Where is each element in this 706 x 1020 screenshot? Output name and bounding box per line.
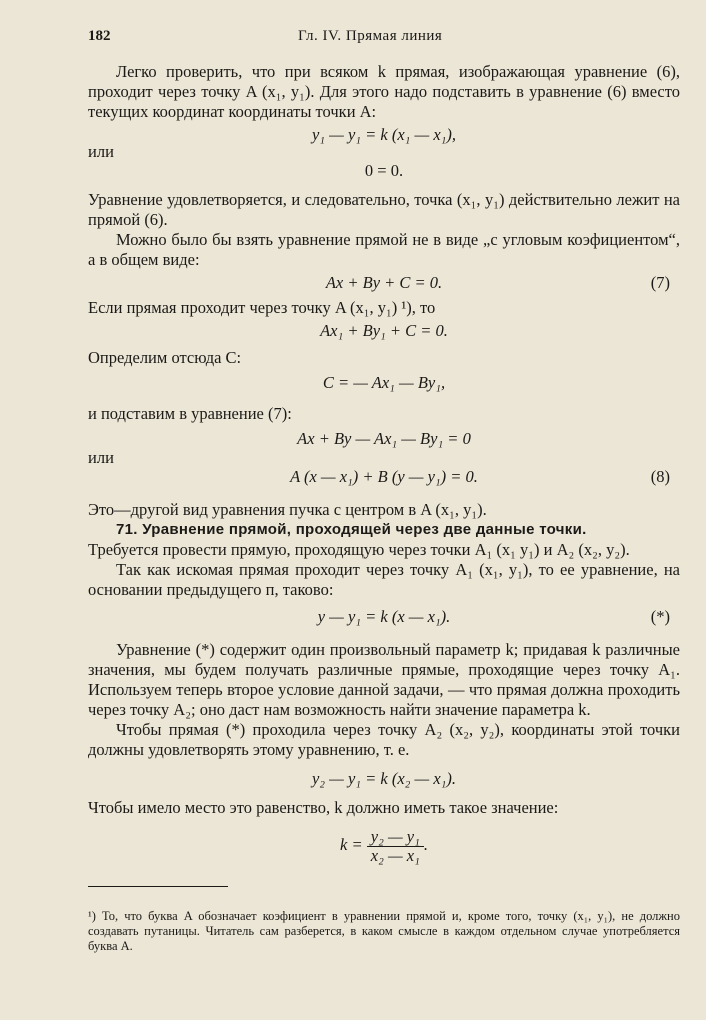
fraction-denominator: x₂ — x₁ <box>370 845 420 865</box>
equation: y₁ — y₁ = k (x₁ — x₁), <box>311 125 457 144</box>
equation-k: k = $\frac{\text{y₂ — y₁}}{\text{x₂ — x₁}}$ . <box>340 826 428 865</box>
fraction <box>367 828 424 865</box>
paragraph: Уравнение удовлетворяется, и следовательно, точка (x₁, y₁) действительно лежит на прямой (6). <box>88 190 680 229</box>
paragraph: Чтобы прямая (*) проходила через точку A₂ (x₂, y₂), координаты этой точки должны удовлетворять этому уравнению, т. е. <box>88 720 680 759</box>
paragraph: Легко проверить, что при всяком k прямая, изображающая уравнение (6), проходит через точку A (x₁, y₁). Для этого надо подставить в уравнение (6) вместо текущих координат координаты точки A: <box>88 62 680 121</box>
footnote: ¹) То, что буква A обозначает коэфициент в уравнении прямой и, кроме того, точку (x₁, y₁), не должно создавать путаницы. Читатель сам разберется, в каком смысле в каждом отдельном случае употребляется буква A. <box>88 908 680 953</box>
paragraph: Можно было бы взять уравнение прямой не в виде „с угловым коэфициентом“, а в общем виде: <box>88 230 680 269</box>
paragraph: Так как искомая прямая проходит через точку A₁ (x₁, y₁), то ее уравнение, на основании предыдущего п, таково: <box>88 560 680 599</box>
equation: 0 = 0. <box>364 161 404 180</box>
equation-number: (*) <box>650 607 670 626</box>
equation-8: A (x — x₁) + B (y — y₁) = 0. (8) <box>88 464 680 490</box>
equation: Ax + By — Ax₁ — By₁ = 0 <box>297 429 471 448</box>
connector-or: или <box>88 142 114 161</box>
page-number: 182 <box>88 28 111 44</box>
page-body <box>88 62 680 868</box>
equation: y₂ — y₁ = k (x₂ — x₁). <box>311 769 457 788</box>
section-heading: 71. Уравнение прямой, проходящей через две данные точки. <box>116 521 587 538</box>
equation-7: Ax + By + C = 0. (7) <box>88 270 680 296</box>
paragraph: Требуется провести прямую, проходящую через точки A₁ (x₁ y₁) и A₂ (x₂, y₂). <box>88 540 630 559</box>
equation-number: (7) <box>650 273 670 292</box>
paragraph: Чтобы имело место это равенство, k должно иметь такое значение: <box>88 798 559 817</box>
paragraph: Определим отсюда C: <box>88 348 242 367</box>
equation-number: (8) <box>650 467 670 486</box>
paragraph: Уравнение (*) содержит один произвольный параметр k; придавая k различные значения, мы будем получать различные прямые, проходящие через точку A₁. Используем теперь второе условие данной задачи, — что прямая должна проходить через точку A₂; оно даст нам возможность найти значение параметра k. <box>88 640 680 719</box>
footnote-rule <box>88 886 228 887</box>
fraction-numerator: y₂ — y₁ <box>367 828 424 847</box>
equation: C = — Ax₁ — By₁, <box>322 373 446 392</box>
equation-star: y — y₁ = k (x — x₁). (*) <box>88 604 680 630</box>
page-header <box>88 28 678 48</box>
paragraph: и подставим в уравнение (7): <box>88 404 292 423</box>
running-title: Гл. IV. Прямая линия <box>298 28 443 44</box>
paragraph: Если прямая проходит через точку A (x₁, y₁) ¹), то <box>88 298 436 317</box>
equation: Ax₁ + By₁ + C = 0. <box>320 321 448 340</box>
paragraph: Это—другой вид уравнения пучка с центром в A (x₁, y₁). <box>88 500 487 519</box>
connector-or: или <box>88 448 114 467</box>
